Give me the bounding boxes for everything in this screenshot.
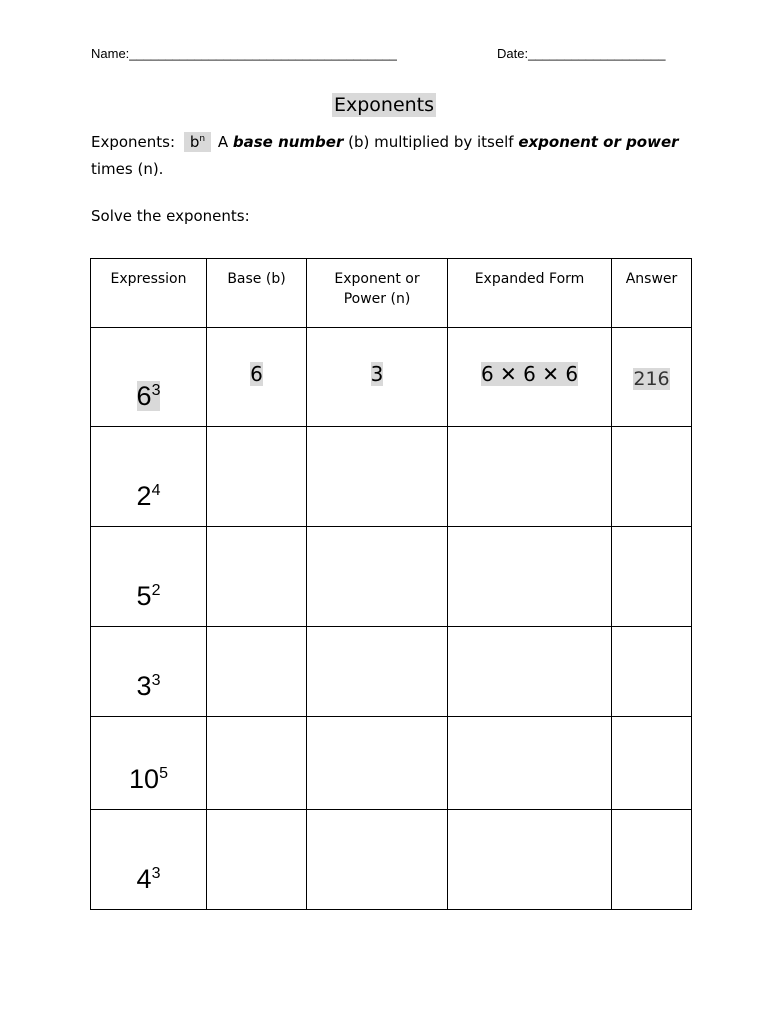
header-base: Base (b) [207,259,307,328]
expression-base: 5 [136,581,152,611]
exponents-table [90,258,692,910]
intro-text-1: A [213,133,233,151]
expression-cell [91,328,207,427]
expression [137,864,161,894]
expression-exponent: 4 [151,482,161,499]
notation-base: b [189,133,200,151]
expanded-form-cell[interactable] [448,810,612,910]
expression [137,671,161,701]
expanded-form-cell[interactable] [448,627,612,717]
expression-base: 10 [129,764,160,794]
date-line[interactable]: ___________________ [528,46,666,61]
expanded-form-cell[interactable] [448,328,612,427]
intro-text-2: (b) multiplied by itself [343,133,519,151]
exponent-notation [184,132,211,152]
table-row [91,717,692,810]
expression-cell [91,717,207,810]
page-title: Exponents [333,94,435,116]
expression [137,381,161,411]
base-cell[interactable] [207,810,307,910]
expanded-form-cell[interactable] [448,527,612,627]
expanded-form-cell[interactable] [448,427,612,527]
expression-exponent: 3 [151,865,161,882]
intro-text-3: times (n). [91,160,164,178]
table-row [91,627,692,717]
title-wrapper [0,93,768,117]
answer-cell[interactable] [612,717,692,810]
expanded-form-value: 6 ✕ 6 ✕ 6 [480,362,579,386]
answer-cell[interactable] [612,427,692,527]
expression-exponent: 5 [159,765,168,782]
expression-cell [91,627,207,717]
expression [137,581,161,611]
base-cell[interactable] [207,717,307,810]
date-field[interactable] [497,46,665,61]
table-row [91,328,692,427]
header-expression: Expression [91,259,207,328]
exponent-cell[interactable] [307,427,448,527]
answer-cell[interactable] [612,810,692,910]
table-row [91,810,692,910]
table-row [91,427,692,527]
exponent-cell[interactable] [307,810,448,910]
expression-exponent: 3 [151,672,161,689]
exponent-term: exponent or power [518,133,679,151]
answer-cell[interactable] [612,527,692,627]
exponent-value: 3 [370,362,384,386]
base-cell[interactable] [207,527,307,627]
name-field[interactable] [91,46,397,61]
expression-cell [91,810,207,910]
exponent-cell[interactable] [307,527,448,627]
expanded-form-cell[interactable] [448,717,612,810]
base-cell[interactable] [207,328,307,427]
exponent-cell[interactable] [307,328,448,427]
base-cell[interactable] [207,427,307,527]
expression-exponent: 3 [151,382,161,399]
intro-label: Exponents: [91,133,176,151]
answer-value: 216 [633,368,670,390]
exponent-cell[interactable] [307,627,448,717]
base-cell[interactable] [207,627,307,717]
date-label: Date: [497,46,529,61]
expression-base: 2 [136,481,152,511]
expression-cell [91,427,207,527]
intro-paragraph [91,126,691,183]
answer-cell[interactable] [612,328,692,427]
expression-base: 6 [136,381,152,411]
answer-cell[interactable] [612,627,692,717]
expression-cell [91,527,207,627]
header-exponent [307,259,448,328]
base-value: 6 [250,362,263,386]
header-exponent-line1: Exponent or [334,271,420,287]
header-answer: Answer [612,259,692,328]
expression-base: 4 [136,864,152,894]
expression-exponent: 2 [151,582,161,599]
instructions: Solve the exponents: [91,207,250,225]
table-header-row [91,259,692,328]
notation-exponent: n [199,134,206,144]
header-exponent-line2: Power (n) [343,291,411,307]
expression [137,481,161,511]
name-label: Name: [91,46,130,61]
expression-base: 3 [136,671,152,701]
exponent-cell[interactable] [307,717,448,810]
table-row [91,527,692,627]
name-line[interactable]: _____________________________________ [129,46,397,61]
header-expanded-form: Expanded Form [448,259,612,328]
base-number-term: base number [232,133,344,151]
expression [129,764,168,794]
